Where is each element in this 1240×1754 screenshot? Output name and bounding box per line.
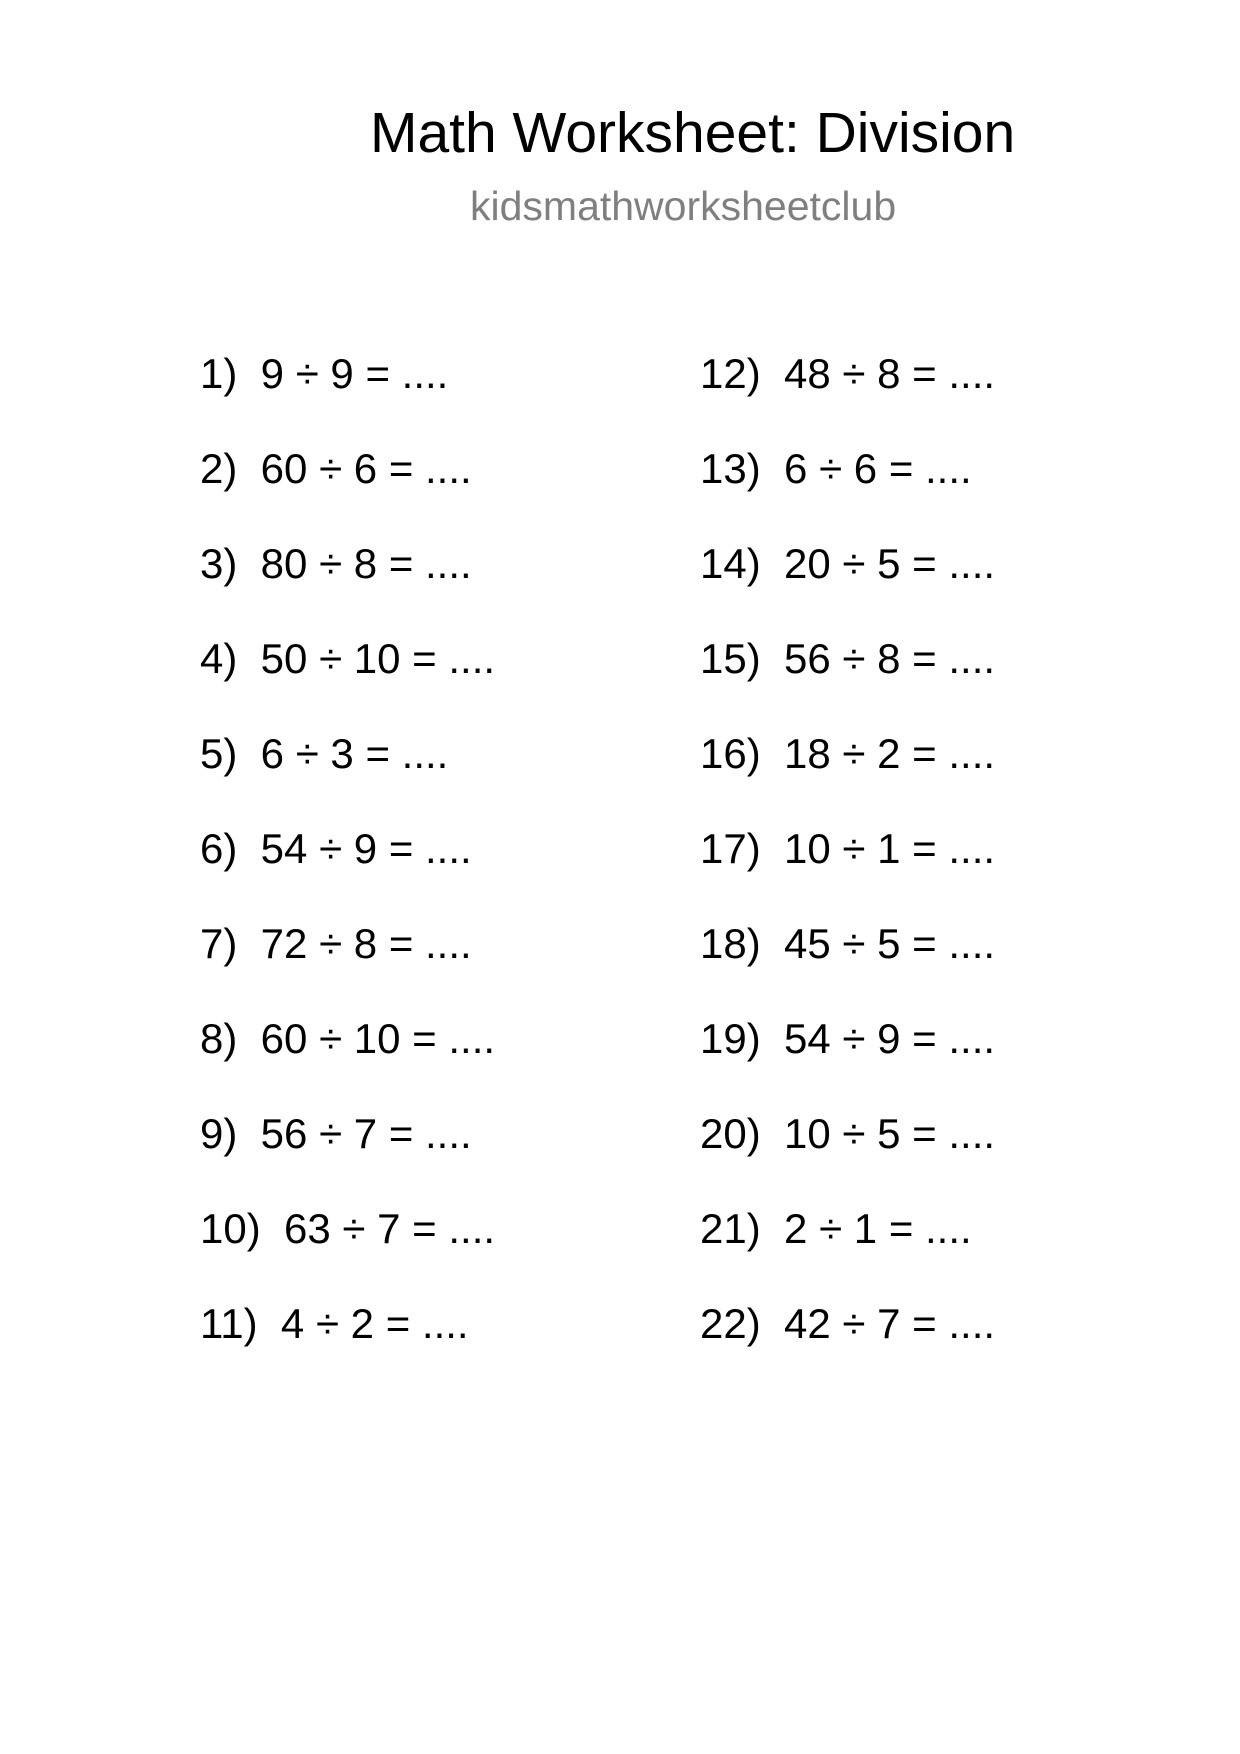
problem-1: 1) 9 ÷ 9 = .... bbox=[200, 350, 449, 397]
problem-14: 14) 20 ÷ 5 = .... bbox=[700, 540, 996, 587]
problem-12: 12) 48 ÷ 8 = .... bbox=[700, 350, 996, 397]
worksheet-title: Math Worksheet: Division bbox=[370, 101, 1016, 165]
problem-19: 19) 54 ÷ 9 = .... bbox=[700, 1015, 996, 1062]
problem-6: 6) 54 ÷ 9 = .... bbox=[200, 825, 472, 872]
problem-2: 2) 60 ÷ 6 = .... bbox=[200, 445, 472, 492]
problem-17: 17) 10 ÷ 1 = .... bbox=[700, 825, 996, 872]
problem-8: 8) 60 ÷ 10 = .... bbox=[200, 1015, 496, 1062]
problem-16: 16) 18 ÷ 2 = .... bbox=[700, 730, 996, 777]
problem-column-left bbox=[200, 350, 640, 1395]
problem-4: 4) 50 ÷ 10 = .... bbox=[200, 635, 496, 682]
problem-21: 21) 2 ÷ 1 = .... bbox=[700, 1205, 972, 1252]
problem-7: 7) 72 ÷ 8 = .... bbox=[200, 920, 472, 967]
problem-3: 3) 80 ÷ 8 = .... bbox=[200, 540, 472, 587]
worksheet-subtitle: kidsmathworksheetclub bbox=[470, 183, 897, 229]
problem-10: 10) 63 ÷ 7 = .... bbox=[200, 1205, 496, 1252]
problem-column-right bbox=[700, 350, 1140, 1395]
problem-18: 18) 45 ÷ 5 = .... bbox=[700, 920, 996, 967]
problem-20: 20) 10 ÷ 5 = .... bbox=[700, 1110, 996, 1157]
problem-22: 22) 42 ÷ 7 = .... bbox=[700, 1300, 996, 1347]
problem-5: 5) 6 ÷ 3 = .... bbox=[200, 730, 449, 777]
problem-9: 9) 56 ÷ 7 = .... bbox=[200, 1110, 472, 1157]
problem-15: 15) 56 ÷ 8 = .... bbox=[700, 635, 996, 682]
problem-13: 13) 6 ÷ 6 = .... bbox=[700, 445, 972, 492]
problem-11: 11) 4 ÷ 2 = .... bbox=[200, 1300, 469, 1347]
